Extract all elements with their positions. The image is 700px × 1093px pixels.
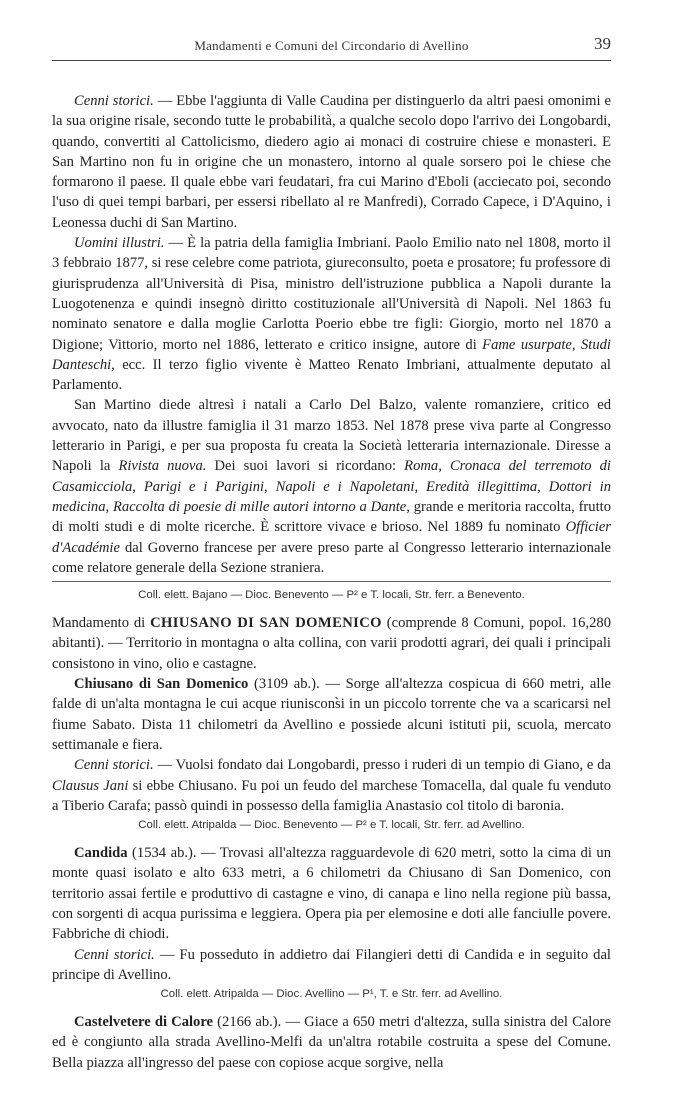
paragraph-del-balzo: San Martino diede altresì i natali a Carlo Del Balzo, valente romanziere, critico ed avvocato, nato da illustre famiglia il 31 marzo 1853. Nel 1878 prese viva parte al Congresso letterario in Parigi, e per sua proposta fu creata la Società letteraria internazionale. Diresse a Napoli la Rivista nuova. Dei suoi lavori si ricordano: Roma, Cronaca del terremoto di Casamicciola, Parigi e i Parigini, Napoli e i Napoletani, Eredità illegittima, Dottori in medicina, Raccolta di poesie di mille autori intorno a Dante, grande e meritoria raccolta, frutto di molti studi e di molte ricerche. È scrittore vivace e brioso. Nel 1889 fu nominato Officier d'Académie dal Governo francese per avere preso parte al Congresso letterario internazionale come relatore generale della Sezione straniera. (52, 397, 611, 576)
comune-name: Chiusano di San Domenico (74, 676, 249, 693)
coll-line-chiusano: Coll. elett. Atripalda — Dioc. Benevento — P² e T. locali, Str. ferr. ad Avellino. (138, 819, 525, 832)
section-label: Cenni storici. (74, 93, 154, 109)
body-text (52, 91, 611, 1073)
header-rule (52, 60, 611, 61)
coll-line-candida: Coll. elett. Atripalda — Dioc. Avellino — P¹, T. e Str. ferr. ad Avellino. (160, 988, 503, 1001)
work-titles: Roma, Cronaca del terremoto di Casamicciola, Parigi e i Parigini, Napoli e i Napoletani, Eredità illegittima, Dottori in medicina, Raccolta di poesie di mille autori intorno a Dante, (52, 458, 611, 515)
section-rule (52, 581, 611, 582)
paragraph-candida-cenni: Cenni storici. — Fu posseduto in addietro dai Filangieri detti di Candida e in seguito dal principe di Avellino. (52, 946, 611, 983)
running-title: Mandamenti e Comuni del Circondario di Avellino (194, 38, 469, 53)
paragraph-mandamento-chiusano: Mandamento di CHIUSANO DI SAN DOMENICO (comprende 8 Comuni, popol. 16,280 abitanti). — Territorio in montagna o alta collina, con varii prodotti agrari, dei quali i principali consistono in vino, olio e castagne. (52, 615, 611, 672)
mandamento-name: CHIUSANO DI SAN DOMENICO (150, 615, 382, 632)
paragraph-san-martino-cenni: Cenni storici. — Ebbe l'aggiunta di Valle Caudina per distinguerlo da altri paesi omonimi e la sua origine risale, secondo tutte le probabilità, a qualche secolo dopo l'arrivo dei Longobardi, quando, convertiti al Cattolicismo, diedero agio ai monaci di costruire chiese e monasteri. E San Martino non fu in origine che un monastero, intorno al quale sorsero poi le chiese che formarono il paese. Il quale ebbe vari feudatari, fra cui Marino d'Eboli (acciecato poi, secondo l'uso di quei tempi barbari, per essersi ribellato al re Manfredi), Corrado Capece, i D'Aquino, i Leonessa duchi di San Martino. (52, 93, 611, 231)
section-label: Cenni storici. (74, 757, 154, 774)
rivista-title: Rivista nuova. (118, 458, 207, 475)
paragraph-chiusano-cenni: Cenni storici. — Vuolsi fondato dai Longobardi, presso i ruderi di un tempio di Giano, e da Clausus Jani si ebbe Chiusano. Fu poi un feudo del marchese Tomacella, dal quale fu venduto a Tiberio Carafa; passò quindi in possesso della famiglia Anastasio col titolo di baronia. (52, 757, 611, 814)
running-head (52, 34, 611, 56)
paragraph-san-martino-uomini: Uomini illustri. — È la patria della famiglia Imbriani. Paolo Emilio nato nel 1808, morto il 3 febbraio 1877, si rese celebre come patriota, giureconsulto, poeta e prosatore; fu professore di giurisprudenza all'Università di Pisa, ministro dell'istruzione pubblica a Napoli durante la Luogotenenza e quindi insegnò diritto costituzionale all'Università di Napoli. Nel 1863 fu nominato senatore e dalla moglie Carlotta Poerio ebbe tre figli: Giorgio, morto nel 1870 a Digione; Vittorio, morto nel 1886, letterato e critico insigne, autore di Fame usurpate, Studi Danteschi, ecc. Il terzo figlio vivente è Matteo Renato Imbriani, attualmente deputato al Parlamento. (52, 235, 611, 394)
page-number: 39 (594, 34, 611, 53)
section-label: Cenni storici. (74, 946, 155, 963)
work-titles: Fame usurpate, Studi Danteschi, (52, 336, 611, 373)
paragraph-chiusano-comune: Chiusano di San Domenico (3109 ab.). — Sorge all'altezza cospicua di 660 metri, alle falde di un'alta montagna le cui acque riuniscons̀i in un piccolo torrente che va a scaricarsi nel fiume Sabato. Dista 11 chilometri da Avellino e possiede alcuni istituti pii, scuola, mercato settimanale e fiera. (52, 676, 611, 753)
paragraph-candida: Candida (1534 ab.). — Trovasi all'altezza ragguardevole di 620 metri, sotto la cima di un monte quasi isolato e alto 633 metri, a 6 chilometri da Chiusano di San Domenico, con territorio assai fertile e produttivo di castagne e vino, di canapa e lino nella regione più bassa, con sorgenti di acqua purissima e leggiera. Opera pia per elemosine e doti alle fanciulle povere. Fabbriche di chiodi. (52, 845, 611, 943)
comune-name: Candida (74, 845, 128, 862)
paragraph-castelvetere: Castelvetere di Calore (2166 ab.). — Giace a 650 metri d'altezza, sulla sinistra del Calore ed è congiunto alla strada Avellino-Melfi da un'altra rotabile costruita a spese del Comune. Bella piazza all'ingresso del paese con copiose acque sorgive, nella (52, 1014, 611, 1071)
comune-name: Castelvetere di Calore (74, 1014, 214, 1031)
section-label: Uomini illustri. (74, 235, 165, 252)
latin-name: Clausus Jani (52, 777, 129, 794)
page (52, 34, 611, 1073)
coll-line-san-martino: Coll. elett. Bajano — Dioc. Benevento — P² e T. locali, Str. ferr. a Benevento. (138, 589, 525, 602)
honor-title: Officier d'Académie (52, 519, 611, 556)
